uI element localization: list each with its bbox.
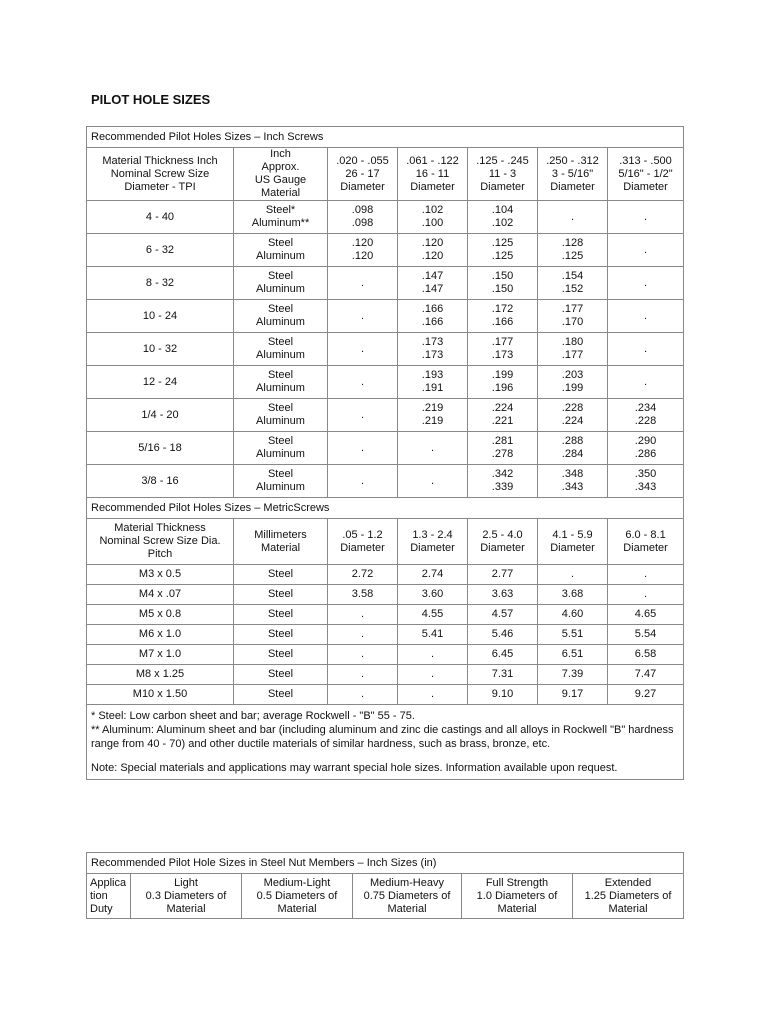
table-cell: 1/4 - 20 (87, 399, 234, 432)
table-cell: Steel (234, 685, 328, 705)
table-cell: .180 .177 (538, 333, 608, 366)
table-cell: .290 .286 (608, 432, 684, 465)
footnotes (87, 705, 684, 780)
table-cell: 6.51 (538, 645, 608, 665)
table-cell: 5.54 (608, 625, 684, 645)
table-cell: .234 .228 (608, 399, 684, 432)
table-cell: Steel (234, 645, 328, 665)
table-row (87, 267, 684, 300)
table-row (87, 432, 684, 465)
table-cell: M10 x 1.50 (87, 685, 234, 705)
special-note: Note: Special materials and applications may warrant special hole sizes. Information available upon request. (91, 762, 618, 774)
table-row (87, 565, 684, 585)
table-cell: . (328, 665, 398, 685)
table-cell: .177 .173 (468, 333, 538, 366)
table-cell: .125 .125 (468, 234, 538, 267)
table-cell: 5.41 (398, 625, 468, 645)
table-cell: . (328, 399, 398, 432)
table-cell: 3.68 (538, 585, 608, 605)
column-header: .250 - .312 3 - 5/16" Diameter (538, 148, 608, 201)
table-cell: .172 .166 (468, 300, 538, 333)
table-cell: 7.47 (608, 665, 684, 685)
table-cell: M8 x 1.25 (87, 665, 234, 685)
table-cell: . (608, 565, 684, 585)
table-cell: 4.57 (468, 605, 538, 625)
table-cell: . (398, 465, 468, 498)
table-cell: .166 .166 (398, 300, 468, 333)
table-cell: 7.39 (538, 665, 608, 685)
table-cell: 7.31 (468, 665, 538, 685)
table-cell: Steel Aluminum (234, 432, 328, 465)
table-cell: . (328, 366, 398, 399)
column-header: Material Thickness Nominal Screw Size Dia. Pitch (87, 519, 234, 565)
table-row (87, 465, 684, 498)
table-cell: .104 .102 (468, 201, 538, 234)
table-cell: . (538, 201, 608, 234)
table-cell: . (608, 267, 684, 300)
table-cell: . (328, 685, 398, 705)
table-cell: . (398, 665, 468, 685)
column-header: .061 - .122 16 - 11 Diameter (398, 148, 468, 201)
inch-header-row (87, 148, 684, 201)
table-cell: 4.55 (398, 605, 468, 625)
table-cell: 6 - 32 (87, 234, 234, 267)
page-title: PILOT HOLE SIZES (91, 92, 211, 107)
nut-member-table (86, 852, 684, 919)
table-cell: .193 .191 (398, 366, 468, 399)
metric-header-row (87, 519, 684, 565)
table-cell: . (398, 685, 468, 705)
table-cell: .288 .284 (538, 432, 608, 465)
nut-header-row (87, 874, 684, 919)
table-cell: 4 - 40 (87, 201, 234, 234)
table-cell: Steel Aluminum (234, 234, 328, 267)
table-cell: .098 .098 (328, 201, 398, 234)
table-cell: 6.58 (608, 645, 684, 665)
table-cell: 5/16 - 18 (87, 432, 234, 465)
table-cell: .177 .170 (538, 300, 608, 333)
table-cell: .120 .120 (328, 234, 398, 267)
table-cell: .102 .100 (398, 201, 468, 234)
table-cell: . (328, 267, 398, 300)
table-cell: 3.58 (328, 585, 398, 605)
table-cell: 3.63 (468, 585, 538, 605)
table-row (87, 201, 684, 234)
inch-section-title: Recommended Pilot Holes Sizes – Inch Screws (87, 127, 684, 148)
table-cell: Steel Aluminum (234, 465, 328, 498)
table-cell: .342 .339 (468, 465, 538, 498)
table-cell: 2.74 (398, 565, 468, 585)
column-header: .05 - 1.2 Diameter (328, 519, 398, 565)
table-cell: Steel (234, 565, 328, 585)
table-cell: Steel (234, 625, 328, 645)
column-header: Extended 1.25 Diameters of Material (573, 874, 684, 919)
table-cell: Steel Aluminum (234, 399, 328, 432)
table-cell: 9.10 (468, 685, 538, 705)
table-cell: . (328, 645, 398, 665)
table-cell: Steel Aluminum (234, 333, 328, 366)
table-cell: . (608, 333, 684, 366)
table-cell: Steel Aluminum (234, 366, 328, 399)
table-cell: 6.45 (468, 645, 538, 665)
table-cell: .173 .173 (398, 333, 468, 366)
table-cell: . (328, 432, 398, 465)
table-cell: Steel (234, 585, 328, 605)
table-cell: . (328, 625, 398, 645)
steel-note: * Steel: Low carbon sheet and bar; average Rockwell - "B" 55 - 75. (91, 710, 415, 722)
table-cell: . (328, 300, 398, 333)
table-row (87, 685, 684, 705)
column-header: Applica tion Duty (87, 874, 131, 919)
table-cell: 10 - 24 (87, 300, 234, 333)
table-cell: .150 .150 (468, 267, 538, 300)
table-row (87, 366, 684, 399)
table-cell: . (328, 465, 398, 498)
table-cell: M4 x .07 (87, 585, 234, 605)
table-cell: .154 .152 (538, 267, 608, 300)
table-row (87, 300, 684, 333)
column-header: Medium-Heavy 0.75 Diameters of Material (353, 874, 462, 919)
table-row (87, 234, 684, 267)
table-cell: . (398, 645, 468, 665)
table-cell: 4.60 (538, 605, 608, 625)
table-cell: 2.72 (328, 565, 398, 585)
table-cell: 9.17 (538, 685, 608, 705)
table-cell: . (608, 585, 684, 605)
table-cell: 8 - 32 (87, 267, 234, 300)
table-cell: 3/8 - 16 (87, 465, 234, 498)
column-header: Material Thickness Inch Nominal Screw Size Diameter - TPI (87, 148, 234, 201)
aluminum-note: ** Aluminum: Aluminum sheet and bar (including aluminum and zinc die castings and all alloys in Rockwell "B" hardness range from 40 - 70) and other ductile materials of similar hardness, such as brass, bronze, etc. (91, 724, 674, 750)
table-row (87, 665, 684, 685)
table-cell: 12 - 24 (87, 366, 234, 399)
table-cell: 5.46 (468, 625, 538, 645)
column-header: 6.0 - 8.1 Diameter (608, 519, 684, 565)
table-cell: Steel Aluminum (234, 267, 328, 300)
column-header: .125 - .245 11 - 3 Diameter (468, 148, 538, 201)
table-cell: .224 .221 (468, 399, 538, 432)
table-cell: M5 x 0.8 (87, 605, 234, 625)
pilot-hole-table (86, 126, 684, 780)
metric-section-title: Recommended Pilot Holes Sizes – MetricScrews (87, 498, 684, 519)
table-cell: 9.27 (608, 685, 684, 705)
table-cell: . (608, 366, 684, 399)
table-cell: 2.77 (468, 565, 538, 585)
table-row (87, 605, 684, 625)
table-row (87, 625, 684, 645)
table-cell: .348 .343 (538, 465, 608, 498)
nut-section-title: Recommended Pilot Hole Sizes in Steel Nut Members – Inch Sizes (in) (87, 853, 684, 874)
table-cell: Steel* Aluminum** (234, 201, 328, 234)
column-header: Medium-Light 0.5 Diameters of Material (242, 874, 353, 919)
table-cell: M7 x 1.0 (87, 645, 234, 665)
table-cell: .219 .219 (398, 399, 468, 432)
table-cell: M6 x 1.0 (87, 625, 234, 645)
table-cell: .147 .147 (398, 267, 468, 300)
table-cell: . (398, 432, 468, 465)
table-cell: .228 .224 (538, 399, 608, 432)
table-cell: Steel (234, 665, 328, 685)
column-header: Light 0.3 Diameters of Material (131, 874, 242, 919)
table-cell: .120 .120 (398, 234, 468, 267)
table-row (87, 333, 684, 366)
column-header: 2.5 - 4.0 Diameter (468, 519, 538, 565)
column-header: .313 - .500 5/16" - 1/2" Diameter (608, 148, 684, 201)
column-header: Full Strength 1.0 Diameters of Material (462, 874, 573, 919)
table-cell: M3 x 0.5 (87, 565, 234, 585)
table-cell: Steel Aluminum (234, 300, 328, 333)
table-row (87, 645, 684, 665)
column-header: 1.3 - 2.4 Diameter (398, 519, 468, 565)
table-cell: . (608, 201, 684, 234)
table-cell: .128 .125 (538, 234, 608, 267)
table-cell: 5.51 (538, 625, 608, 645)
table-cell: 4.65 (608, 605, 684, 625)
table-cell: 3.60 (398, 585, 468, 605)
table-row (87, 399, 684, 432)
table-cell: . (608, 300, 684, 333)
column-header: .020 - .055 26 - 17 Diameter (328, 148, 398, 201)
table-cell: .350 .343 (608, 465, 684, 498)
table-cell: . (538, 565, 608, 585)
table-cell: .281 .278 (468, 432, 538, 465)
table-cell: . (608, 234, 684, 267)
table-cell: Steel (234, 605, 328, 625)
table-cell: .203 .199 (538, 366, 608, 399)
column-header: Millimeters Material (234, 519, 328, 565)
table-row (87, 585, 684, 605)
table-cell: . (328, 333, 398, 366)
column-header: 4.1 - 5.9 Diameter (538, 519, 608, 565)
column-header: Inch Approx. US Gauge Material (234, 148, 328, 201)
table-cell: .199 .196 (468, 366, 538, 399)
table-cell: 10 - 32 (87, 333, 234, 366)
table-cell: . (328, 605, 398, 625)
